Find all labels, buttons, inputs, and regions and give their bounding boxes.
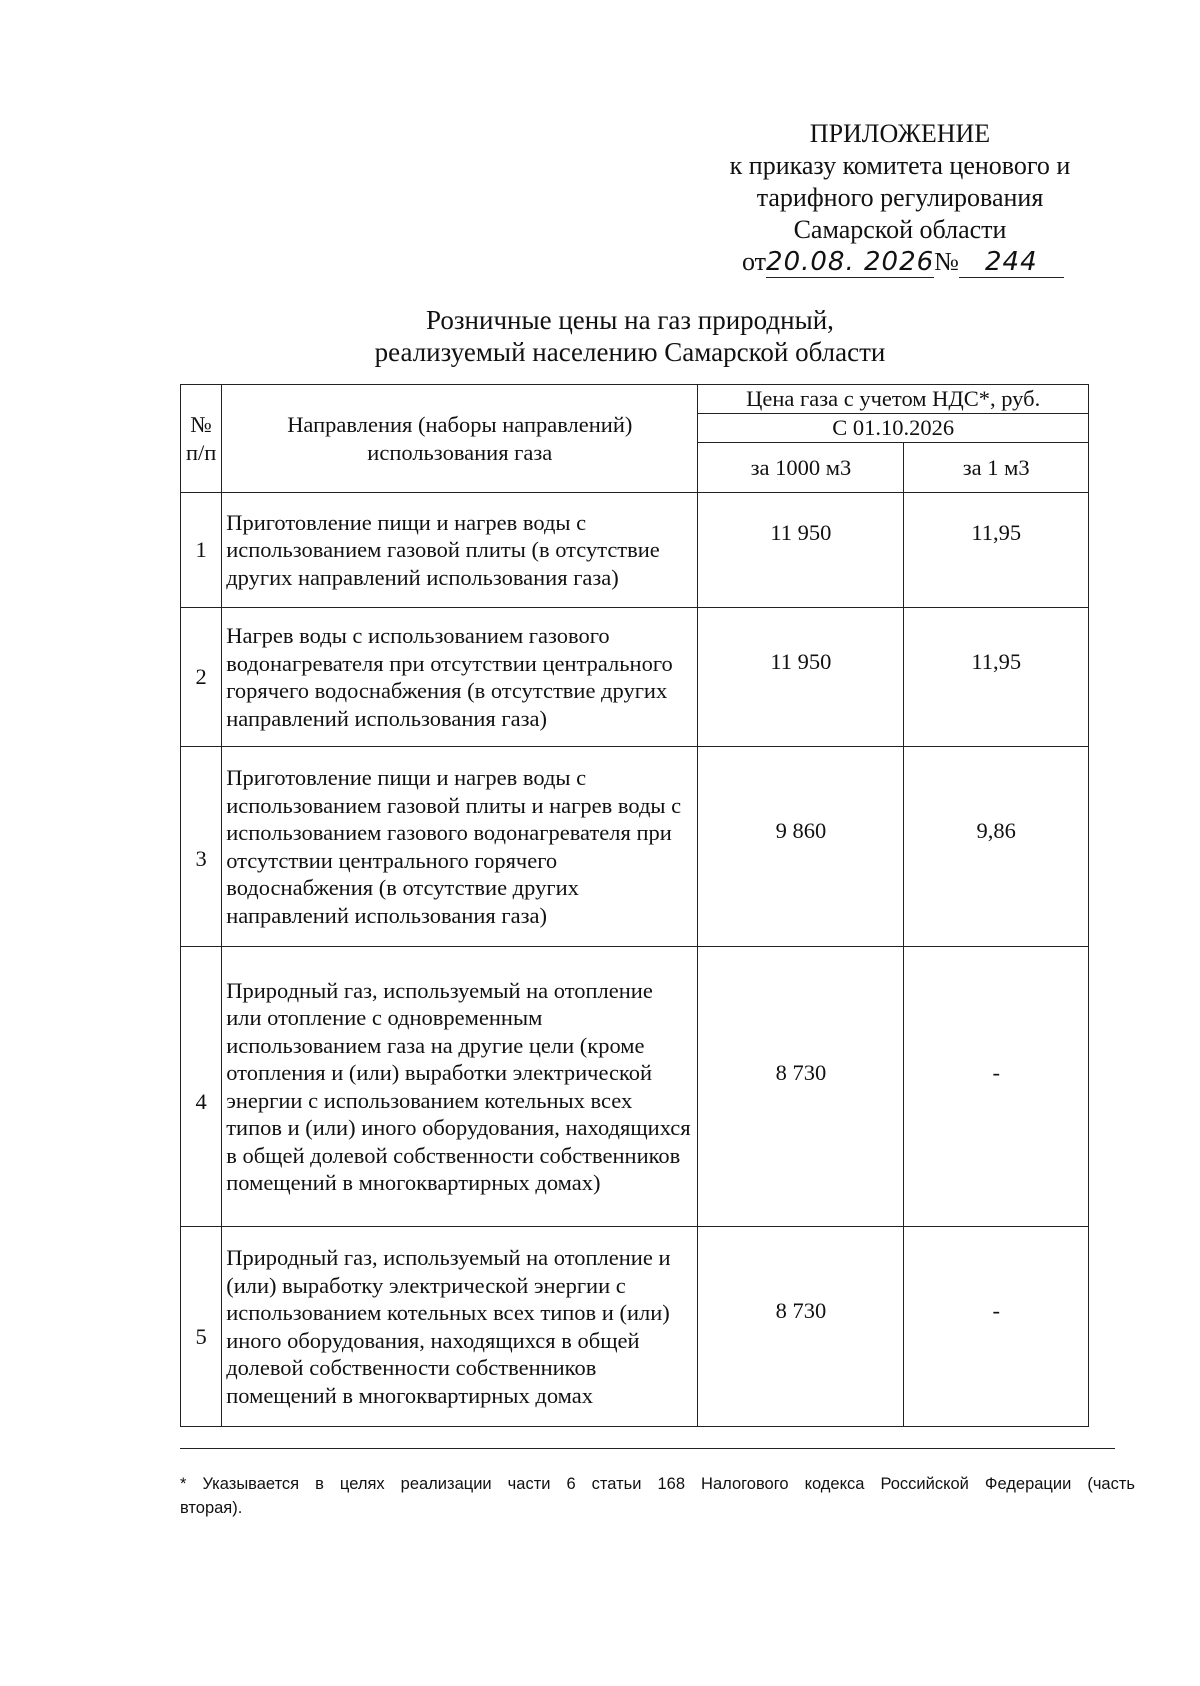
annex-line-3: Самарской области	[793, 215, 1007, 244]
header-per-1000: за 1000 м3	[698, 443, 904, 493]
row-per-1: -	[904, 947, 1089, 1227]
row-num: 3	[181, 747, 222, 947]
annex-line-1: к приказу комитета ценового и	[729, 151, 1071, 180]
header-num: № п/п	[181, 385, 222, 493]
annex-block	[700, 118, 1100, 278]
document-title	[180, 304, 1080, 368]
order-date: 20.08. 2026	[766, 247, 935, 277]
row-direction: Приготовление пищи и нагрев воды с использованием газовой плиты (в отсутствие других направлений использования газа)	[222, 493, 698, 608]
table-row	[181, 747, 1089, 947]
order-number: 244	[959, 247, 1064, 278]
row-num: 1	[181, 493, 222, 608]
number-sign: №	[934, 247, 959, 276]
table-row	[181, 608, 1089, 747]
table-row	[181, 947, 1089, 1227]
gas-price-table	[180, 384, 1089, 1427]
row-num: 4	[181, 947, 222, 1227]
row-direction: Нагрев воды с использованием газового водонагревателя при отсутствии центрального горячего водоснабжения (в отсутствие других направлений использования газа)	[222, 608, 698, 747]
header-period: С 01.10.2026	[698, 414, 1089, 443]
row-num: 2	[181, 608, 222, 747]
annex-title: ПРИЛОЖЕНИЕ	[809, 119, 991, 148]
annex-line-2: тарифного регулирования	[756, 183, 1044, 212]
footnote: * Указывается в целях реализации части 6 статьи 168 Налогового кодекса Российской Федерации (часть вторая).	[180, 1475, 1135, 1517]
row-per-1000: 8 730	[698, 1227, 904, 1427]
header-price: Цена газа с учетом НДС*, руб.	[698, 385, 1089, 414]
row-per-1000: 8 730	[698, 947, 904, 1227]
row-num: 5	[181, 1227, 222, 1427]
footnote-divider	[180, 1448, 1115, 1449]
title-line-2: реализуемый населению Самарской области	[374, 337, 886, 367]
title-line-1: Розничные цены на газ природный,	[426, 305, 834, 335]
header-per-1: за 1 м3	[904, 443, 1089, 493]
row-direction: Природный газ, используемый на отопление и (или) выработку электрической энергии с использованием котельных всех типов и (или) иного оборудования, находящихся в общей долевой собственности собственников помещений в многоквартирных домах	[222, 1227, 698, 1427]
header-direction: Направления (наборы направлений) использования газа	[222, 385, 698, 493]
row-per-1: 11,95	[904, 493, 1089, 608]
table-row	[181, 493, 1089, 608]
table-row	[181, 1227, 1089, 1427]
row-per-1000: 11 950	[698, 493, 904, 608]
row-direction: Природный газ, используемый на отопление или отопление с одновременным использованием газа на другие цели (кроме отопления и (или) выработки электрической энергии с использованием котельных всех типов и (или) иного оборудования, находящихся в общей долевой собственности собственников помещений в многоквартирных домах)	[222, 947, 698, 1227]
row-per-1: 9,86	[904, 747, 1089, 947]
row-direction: Приготовление пищи и нагрев воды с использованием газовой плиты и нагрев воды с использованием газового водонагревателя при отсутствии центрального горячего водоснабжения (в отсутствие других направлений использования газа)	[222, 747, 698, 947]
row-per-1: -	[904, 1227, 1089, 1427]
order-date-number	[700, 246, 1100, 278]
row-per-1000: 9 860	[698, 747, 904, 947]
from-prefix: от	[742, 247, 767, 276]
row-per-1000: 11 950	[698, 608, 904, 747]
row-per-1: 11,95	[904, 608, 1089, 747]
